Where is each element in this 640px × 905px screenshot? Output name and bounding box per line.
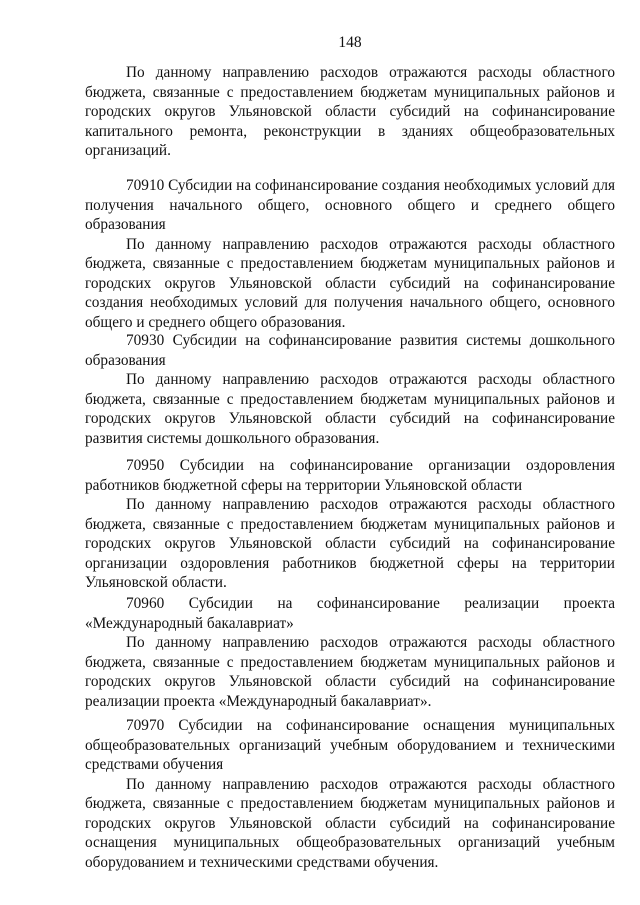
intro-paragraph: По данному направлению расходов отражаются расходы областного бюджета, связанные с предоставлением бюджетам муниципальных районов и городских округов Ульяновской области субсидий на софинансирование капитального ремонта, реконструкции в зданиях общеобразовательных организаций.	[85, 64, 615, 159]
section-heading: 70970 Субсидии на софинансирование оснащения муниципальных общеобразовательных организаций учебным оборудованием и техническими средствами обучения	[85, 717, 615, 773]
section-70970	[85, 716, 615, 872]
section-70950	[85, 456, 615, 593]
section-heading: 70930 Субсидии на софинансирование развития системы дошкольного образования	[85, 332, 615, 369]
page-number: 148	[338, 34, 362, 51]
section-70910	[85, 176, 615, 332]
section-body: По данному направлению расходов отражаются расходы областного бюджета, связанные с предоставлением бюджетам муниципальных районов и городских округов Ульяновской области субсидий на софинансирование развития системы дошкольного образования.	[85, 371, 615, 447]
section-body: По данному направлению расходов отражаются расходы областного бюджета, связанные с предоставлением бюджетам муниципальных районов и городских округов Ульяновской области субсидий на софинансирование создания необходимых условий для получения начального общего, основного общего и среднего общего образования.	[85, 235, 615, 331]
intro-block	[85, 63, 615, 161]
section-heading: 70910 Субсидии на софинансирование создания необходимых условий для получения начального общего, основного общего и среднего общего образования	[85, 177, 615, 233]
section-70960	[85, 594, 615, 711]
section-heading: 70950 Субсидии на софинансирование организации оздоровления работников бюджетной сферы на территории Ульяновской области	[85, 457, 615, 494]
section-body: По данному направлению расходов отражаются расходы областного бюджета, связанные с предоставлением бюджетам муниципальных районов и городских округов Ульяновской области субсидий на софинансирование организации оздоровления работников бюджетной сферы на территории Ульяновской области.	[85, 496, 615, 591]
section-70930	[85, 331, 615, 448]
section-body: По данному направлению расходов отражаются расходы областного бюджета, связанные с предоставлением бюджетам муниципальных районов и городских округов Ульяновской области субсидий на софинансирование реализации проекта «Международный бакалавриат».	[85, 634, 615, 710]
section-body: По данному направлению расходов отражаются расходы областного бюджета, связанные с предоставлением бюджетам муниципальных районов и городских округов Ульяновской области субсидий на софинансирование оснащения муниципальных общеобразовательных организаций учебным оборудованием и техническими средствами обучения.	[85, 775, 615, 871]
section-heading: 70960 Субсидии на софинансирование реализации проекта «Международный бакалавриат»	[85, 595, 615, 632]
